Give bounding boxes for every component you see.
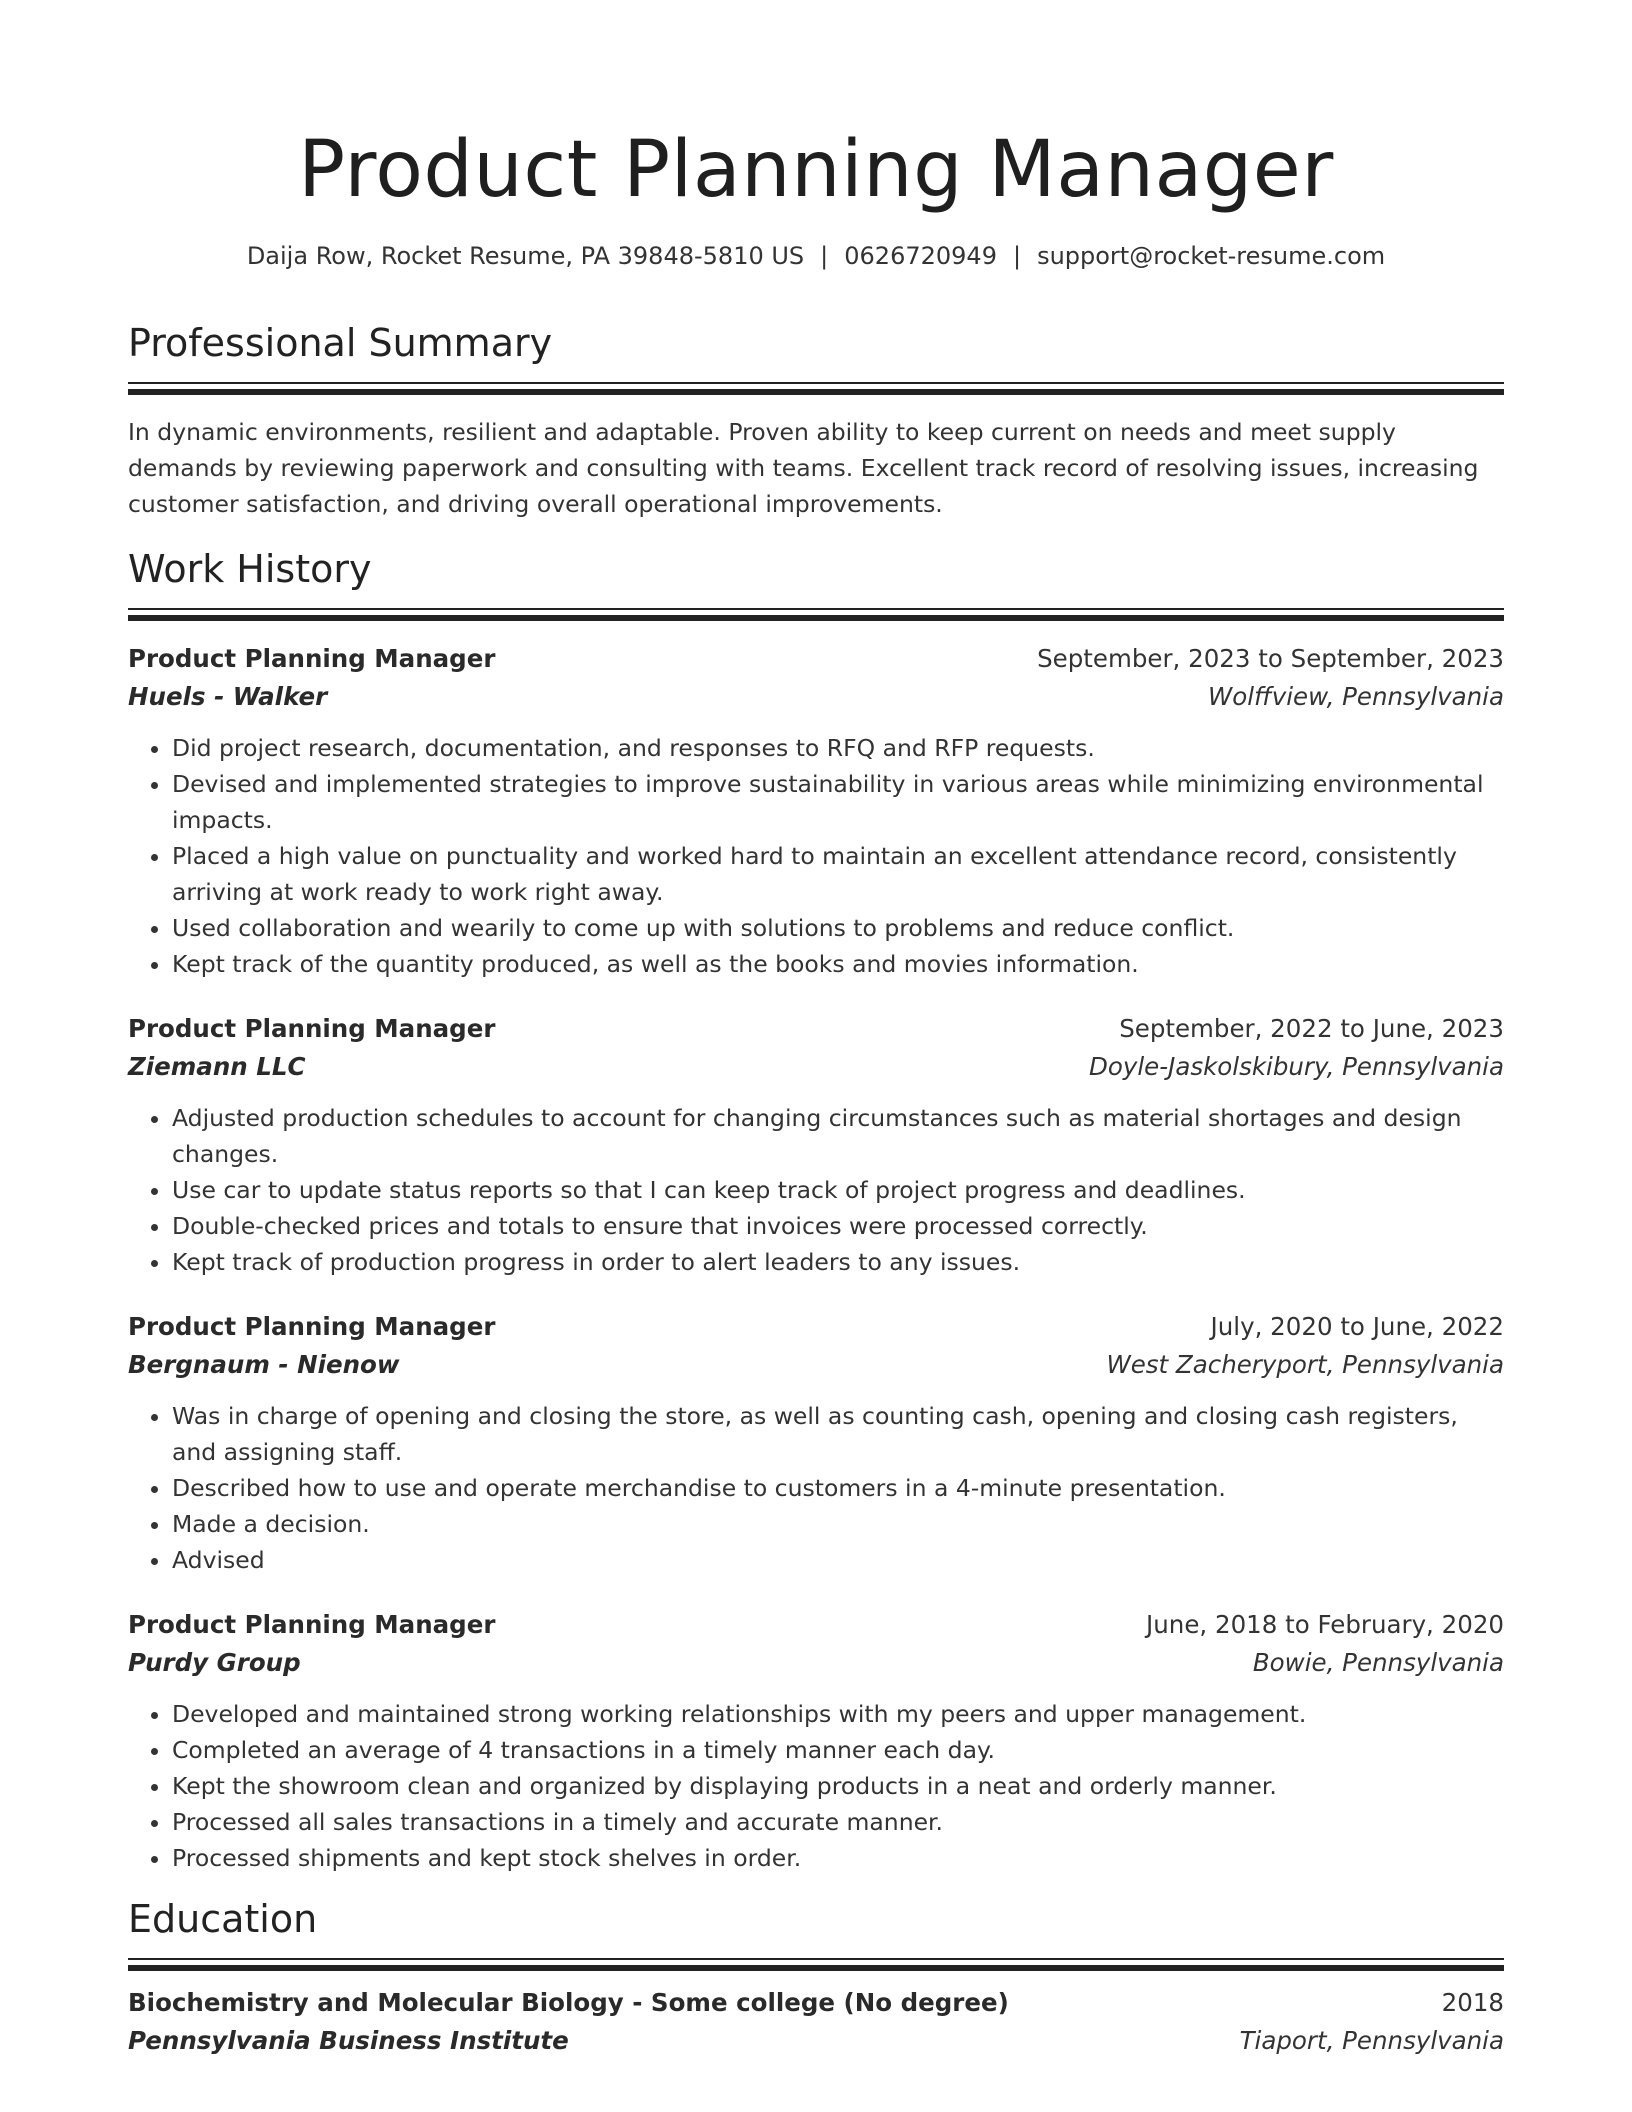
job-bullets [128,730,1504,982]
education-entry [128,1984,1504,2060]
section-divider [128,608,1504,620]
education-section [128,1894,1504,2060]
list-item: • Made a decision. [172,1506,1504,1542]
job-location: Wolffview, Pennsylvania [1208,682,1504,711]
school-location: Tiaport, Pennsylvania [1239,2026,1504,2055]
job-entry [128,1308,1504,1578]
company-name: Bergnaum - Nienow [128,1350,400,1379]
company-name: Huels - Walker [128,682,328,711]
list-item: • Did project research, documentation, and responses to RFQ and RFP requests. [172,730,1504,766]
list-item: • Kept track of the quantity produced, as well as the books and movies information. [172,946,1504,982]
list-item: • Used collaboration and wearily to come up with solutions to problems and reduce conflict. [172,910,1504,946]
job-entry [128,1606,1504,1876]
degree-name: Biochemistry and Molecular Biology - Some college (No degree) [128,1988,1009,2017]
section-divider [128,382,1504,394]
list-item: • Processed all sales transactions in a timely and accurate manner. [172,1804,1504,1840]
section-heading: Work History [128,547,372,591]
section-heading: Professional Summary [128,321,553,365]
list-item: • Was in charge of opening and closing the store, as well as counting cash, opening and closing cash registers, and assigning staff. [172,1398,1504,1470]
contact-address: Daija Row, Rocket Resume, PA 39848-5810 US [246,242,805,270]
job-dates: June, 2018 to February, 2020 [1146,1610,1504,1639]
job-entry [128,640,1504,982]
company-name: Ziemann LLC [128,1052,306,1081]
job-bullets [128,1696,1504,1876]
job-location: Doyle-Jaskolskibury, Pennsylvania [1089,1052,1504,1081]
job-location: West Zacheryport, Pennsylvania [1106,1350,1504,1379]
section-heading: Education [128,1897,318,1941]
contact-line [128,240,1504,272]
section-divider [128,1958,1504,1970]
list-item: • Devised and implemented strategies to improve sustainability in various areas while minimizing environmental impacts. [172,766,1504,838]
contact-separator: | [820,242,829,270]
job-location: Bowie, Pennsylvania [1252,1648,1504,1677]
work-history-section [128,544,1504,1876]
list-item: • Kept track of production progress in order to alert leaders to any issues. [172,1244,1504,1280]
professional-summary-section [128,318,1504,522]
contact-email: support@rocket-resume.com [1037,242,1386,270]
job-bullets [128,1100,1504,1280]
list-item: • Double-checked prices and totals to ensure that invoices were processed correctly. [172,1208,1504,1244]
list-item: • Processed shipments and kept stock shelves in order. [172,1840,1504,1876]
contact-separator: | [1012,242,1022,270]
list-item: • Use car to update status reports so that I can keep track of project progress and deadlines. [172,1172,1504,1208]
resume-title: Product Planning Manager [298,125,1334,215]
job-dates: September, 2022 to June, 2023 [1119,1014,1504,1043]
job-title: Product Planning Manager [128,1610,496,1639]
list-item: • Adjusted production schedules to account for changing circumstances such as material shortages and design changes. [172,1100,1504,1172]
list-item: • Kept the showroom clean and organized by displaying products in a neat and orderly manner. [172,1768,1504,1804]
job-title: Product Planning Manager [128,1312,496,1341]
list-item: • Described how to use and operate merchandise to customers in a 4-minute presentation. [172,1470,1504,1506]
contact-phone: 0626720949 [844,242,997,270]
list-item: • Completed an average of 4 transactions in a timely manner each day. [172,1732,1504,1768]
job-bullets [128,1398,1504,1578]
job-dates: July, 2020 to June, 2022 [1210,1312,1504,1341]
job-title: Product Planning Manager [128,644,496,673]
list-item: • Placed a high value on punctuality and worked hard to maintain an excellent attendance record, consistently arriving at work ready to work right away. [172,838,1504,910]
summary-text: In dynamic environments, resilient and adaptable. Proven ability to keep current on needs and meet supply demands by reviewing paperwork and consulting with teams. Excellent track record of resolving issues, increasing customer satisfaction, and driving overall operational improvements. [128,418,1479,518]
company-name: Purdy Group [128,1648,301,1677]
education-year: 2018 [1441,1988,1504,2017]
job-title: Product Planning Manager [128,1014,496,1043]
list-item: • Advised [172,1542,1504,1578]
job-dates: September, 2023 to September, 2023 [1037,644,1504,673]
job-entry [128,1010,1504,1280]
school-name: Pennsylvania Business Institute [128,2026,569,2055]
list-item: • Developed and maintained strong working relationships with my peers and upper management. [172,1696,1504,1732]
